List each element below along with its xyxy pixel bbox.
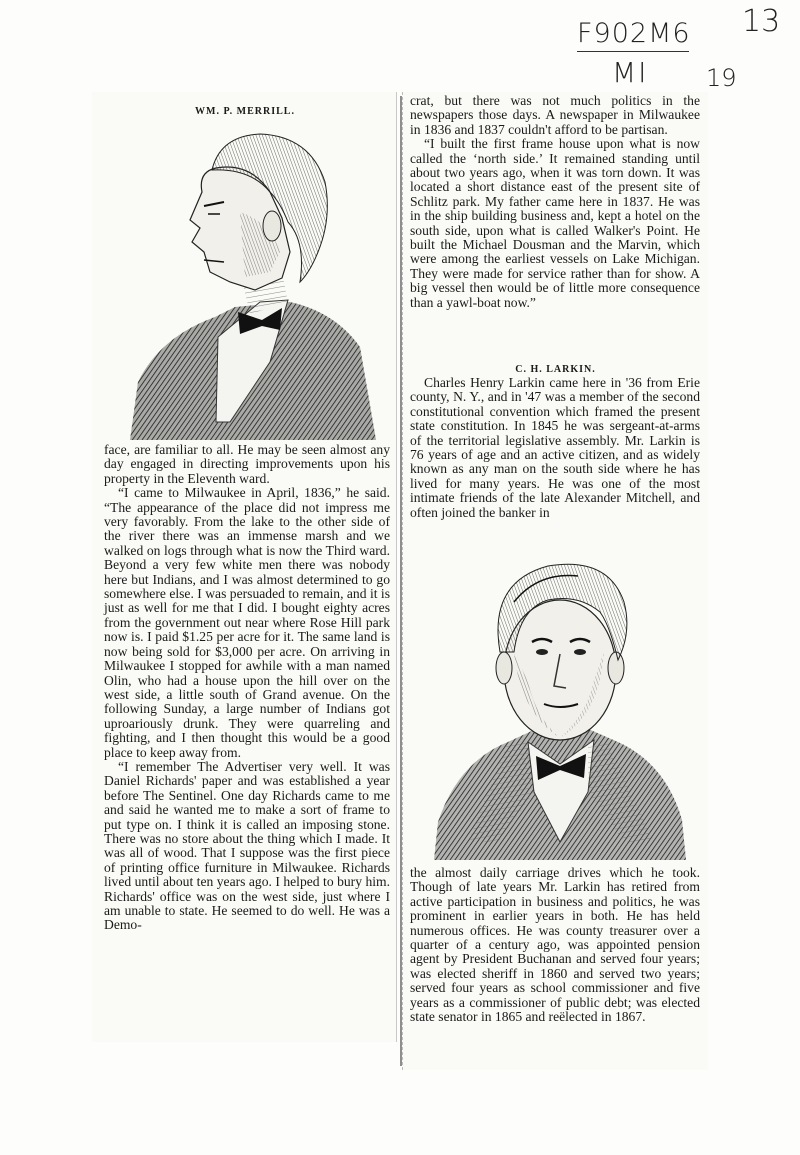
item-number-annotation: 19 <box>706 64 737 92</box>
larkin-paragraph-1: Charles Henry Larkin came here in '36 from Erie county, N. Y., and in '47 was a member of the second constitutional convention which framed the present state constitution. In 1845 he was sergeant-at-arms of the territorial legislative assembly. Mr. Larkin is 76 years of age and an active citizen, and as widely known as any man on the south side where he has lived for many years. He was one of the most intimate friends of the late Alexander Mitchell, and often joined the banker in <box>410 375 700 520</box>
page-number-annotation: 13 <box>742 4 781 39</box>
merrill-paragraph-3: “I remember The Advertiser very well. It was Daniel Richards' paper and was established a year before The Sentinel. One day Richards came to me and said he wanted me to make a sort of frame to put type on. I think it is called an imposing stone. There was no store about the thing which I made. It was all of wood. That I suppose was the first piece of printing office furniture in Milwaukee. Richards lived until about ten years ago. I helped to bury him. Richards' office was on the west side, just where I am unable to state. He seemed to do well. He was a Demo- <box>104 758 390 933</box>
merrill-paragraph-2: “I came to Milwaukee in April, 1836,” he said. “The appearance of the place did not impress me very favorably. From the lake to the other side of the river there was an immense marsh and we walked on logs through what is now the Third ward. Beyond a very few white men there was nobody here but Indians, and I was almost determined to go somewhere else. I was persuaded to remain, and it is just as well for me that I did. I bought eighty acres from the government out near where Rose Hill park now is. I paid $1.25 per acre for it. The same land is now being sold for $3,000 per acre. On arriving in Milwaukee I stopped for awhile with a man named Olin, who had a house upon the hill over on the west side, a little south of Grand avenue. On the following Sunday, a large number of Indians got uproariously drunk. They were quarreling and fighting, and I then thought this would be a good place to keep away from. <box>104 485 390 760</box>
larkin-paragraph-2: the almost daily carriage drives which he took. Though of late years Mr. Larkin has retired from active participation in business and politics, he was prominent in earlier years in both. He has held numerous offices. He was county treasurer over a quarter of a century ago, was appointed pension agent by President Buchanan and served four years; was elected sheriff in 1860 and served two years; served four years as school commissioner and five years as a commissioner of public debt; was elected state senator in 1865 and reëlected in 1867. <box>410 865 700 1025</box>
column-divider <box>400 96 402 1066</box>
larkin-portrait <box>428 542 690 860</box>
merrill-continued-text <box>410 94 700 310</box>
merrill-paragraph-5: “I built the first frame house upon what is now called the ‘north side.’ It remained standing until about two years ago, when it was torn down. It was located a short distance east of the present site of Schlitz park. My father came here in 1837. He was in the ship building business and, kept a hotel on the south side, upon what is called Walker's Point. He built the Michael Dousman and the Marvin, which were among the earliest vessels on Lake Michigan. They were made for service rather than for show. A big vessel then would be of little more consequence than a yawl-boat now.” <box>410 136 700 310</box>
merrill-paragraph-1: face, are familiar to all. He may be seen almost any day engaged in directing improvements upon his property in the Eleventh ward. <box>104 442 390 486</box>
larkin-continued-text <box>410 866 700 1024</box>
merrill-portrait <box>120 122 382 440</box>
larkin-column-text <box>410 376 700 520</box>
merrill-paragraph-4: crat, but there was not much politics in the newspapers those days. A newspaper in Milwaukee in 1836 and 1837 couldn't afford to be partisan. <box>410 93 700 137</box>
merrill-headline: WM. P. MERRILL. <box>195 106 295 117</box>
annotation-underline <box>577 51 689 52</box>
larkin-headline: C. H. LARKIN. <box>515 364 596 375</box>
call-number-annotation: F902M6 <box>577 18 691 49</box>
collection-annotation: MI <box>612 56 649 89</box>
merrill-column-text <box>104 443 390 933</box>
